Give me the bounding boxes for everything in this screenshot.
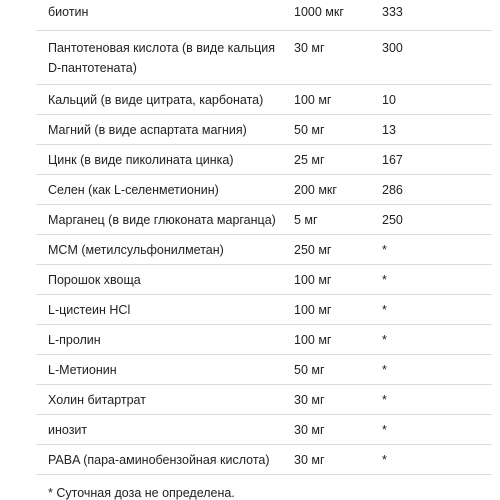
nutrient-name: Порошок хвоща	[36, 264, 282, 294]
nutrient-amount: 100 мг	[282, 294, 370, 324]
table-row	[36, 30, 492, 84]
nutrient-amount: 50 мг	[282, 354, 370, 384]
nutrient-daily-value: *	[370, 324, 492, 354]
nutrient-amount: 200 мкг	[282, 174, 370, 204]
nutrient-amount: 100 мг	[282, 84, 370, 114]
nutrient-name: PABA (пара-аминобензойная кислота)	[36, 444, 282, 474]
nutrient-amount: 50 мг	[282, 114, 370, 144]
nutrient-amount: 30 мг	[282, 384, 370, 414]
nutrient-daily-value: *	[370, 354, 492, 384]
nutrient-name: инозит	[36, 414, 282, 444]
nutrient-daily-value: 13	[370, 114, 492, 144]
nutrient-name: Марганец (в виде глюконата марганца)	[36, 204, 282, 234]
table-row	[36, 234, 492, 264]
nutrient-name: L-Метионин	[36, 354, 282, 384]
nutrient-name: Кальций (в виде цитрата, карбоната)	[36, 84, 282, 114]
nutrient-amount: 1000 мкг	[282, 0, 370, 30]
nutrient-daily-value: *	[370, 384, 492, 414]
nutrient-daily-value: *	[370, 444, 492, 474]
nutrient-daily-value: 250	[370, 204, 492, 234]
table-row	[36, 204, 492, 234]
nutrient-amount: 100 мг	[282, 324, 370, 354]
table-row	[36, 144, 492, 174]
nutrient-name: Холин битартрат	[36, 384, 282, 414]
nutrient-daily-value: *	[370, 414, 492, 444]
nutrient-daily-value: 10	[370, 84, 492, 114]
nutrient-amount: 30 мг	[282, 414, 370, 444]
nutrient-name: биотин	[36, 0, 282, 30]
nutrient-amount: 250 мг	[282, 234, 370, 264]
table-row	[36, 264, 492, 294]
nutrient-name: MCM (метилсульфонилметан)	[36, 234, 282, 264]
nutrient-daily-value: *	[370, 234, 492, 264]
nutrient-amount: 5 мг	[282, 204, 370, 234]
table-row	[36, 324, 492, 354]
nutrient-name: Цинк (в виде пиколината цинка)	[36, 144, 282, 174]
nutrient-daily-value: *	[370, 264, 492, 294]
table-row	[36, 0, 492, 30]
table-row	[36, 294, 492, 324]
table-row	[36, 414, 492, 444]
nutrient-name: L-цистеин HCl	[36, 294, 282, 324]
nutrient-amount: 30 мг	[282, 444, 370, 474]
nutrient-name: Селен (как L-селенметионин)	[36, 174, 282, 204]
nutrient-amount: 100 мг	[282, 264, 370, 294]
nutrient-daily-value: 167	[370, 144, 492, 174]
table-row	[36, 84, 492, 114]
table-row	[36, 174, 492, 204]
nutrient-daily-value: *	[370, 294, 492, 324]
nutrient-name: Пантотеновая кислота (в виде кальция D-пантотената)	[36, 30, 282, 84]
nutrient-daily-value: 286	[370, 174, 492, 204]
footnote: * Суточная доза не определена.	[48, 485, 235, 500]
table-row	[36, 354, 492, 384]
nutrient-daily-value: 333	[370, 0, 492, 30]
nutrient-name: Магний (в виде аспартата магния)	[36, 114, 282, 144]
nutrient-name: L-пролин	[36, 324, 282, 354]
nutrient-daily-value: 300	[370, 30, 492, 84]
table-row	[36, 384, 492, 414]
nutrient-amount: 30 мг	[282, 30, 370, 84]
nutrient-amount: 25 мг	[282, 144, 370, 174]
nutrient-table	[36, 0, 492, 475]
table-row	[36, 114, 492, 144]
table-row	[36, 444, 492, 474]
